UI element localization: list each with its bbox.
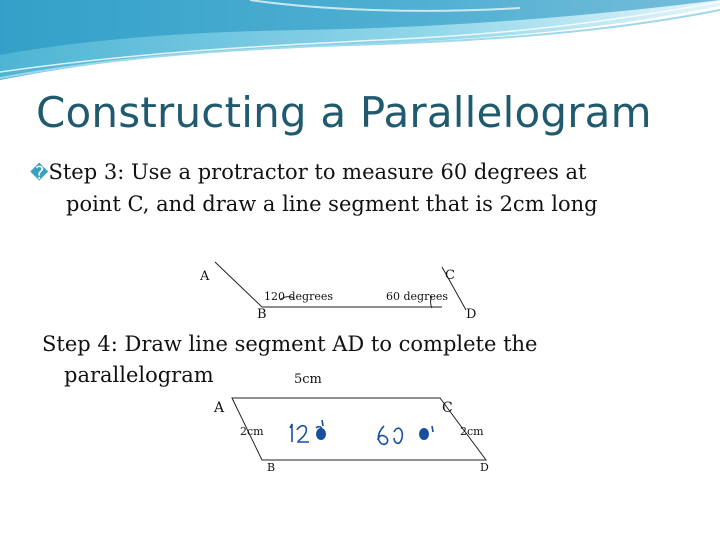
angle-b-label: 120 degrees (264, 290, 334, 303)
right-length-label: 2cm (460, 425, 484, 438)
diagram2-point-b: B (267, 461, 276, 474)
handwritten-annotations (290, 420, 433, 444)
diagram2-point-c: C (442, 400, 453, 416)
step4-line1: Step 4: Draw line segment AD to complete the (42, 332, 538, 356)
diagram1-point-d: D (466, 307, 477, 322)
ink-blot-c (419, 428, 429, 440)
slide-title: Constructing a Parallelogram (36, 88, 652, 137)
step3-line1-text: Step 3: Use a protractor to measure 60 degrees at (48, 160, 587, 184)
handwritten-2 (297, 426, 309, 442)
step4-line2: parallelogram (64, 363, 214, 387)
diagram2-point-d: D (480, 461, 489, 474)
diagram2-point-a: A (214, 400, 225, 416)
top-length-label: 5cm (294, 372, 322, 387)
handwritten-6 (378, 426, 388, 444)
diagram1-point-c: C (445, 268, 455, 283)
step3-line2: point C, and draw a line segment that is 2cm long (66, 192, 598, 216)
handwritten-tick-b (322, 420, 323, 426)
handwritten-0 (394, 428, 402, 443)
diagram1-point-b: B (257, 307, 267, 322)
left-length-label: 2cm (240, 425, 264, 438)
handwritten-1 (290, 424, 292, 442)
diagram1-point-a: A (200, 269, 210, 284)
handwritten-tick-c (432, 426, 433, 432)
bullet-glyph: � (30, 163, 49, 184)
ink-blot-b (316, 428, 326, 440)
angle-c-label: 60 degrees (386, 290, 449, 303)
